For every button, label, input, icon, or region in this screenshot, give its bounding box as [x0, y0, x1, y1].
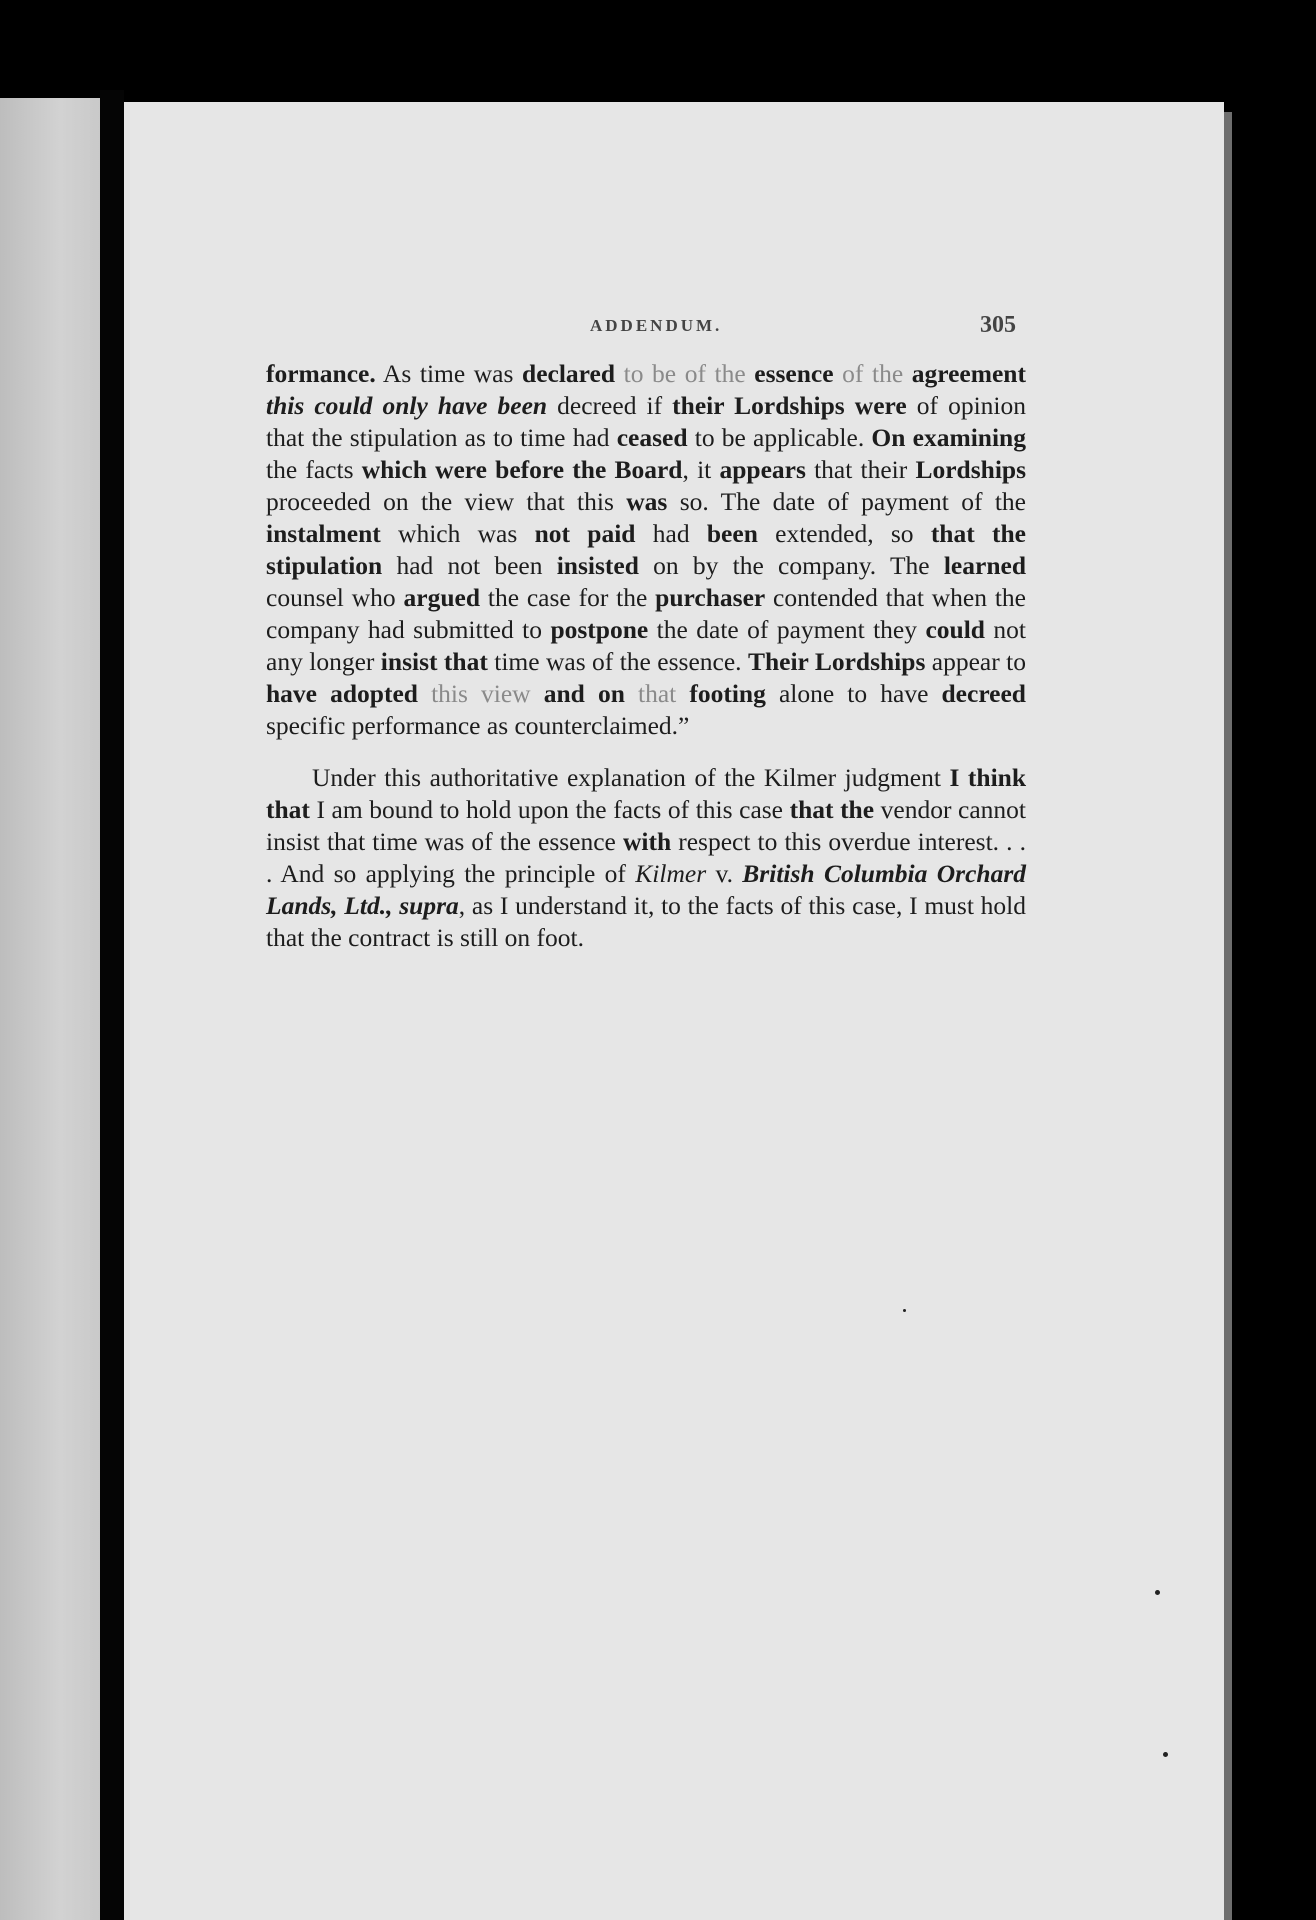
book-gutter: [100, 90, 124, 1920]
text-run: decreed if: [547, 391, 673, 420]
text-run: formance.: [266, 359, 376, 388]
text-run: purchaser: [655, 583, 766, 612]
text-run: have adopted: [266, 679, 418, 708]
text-run: Lordships: [915, 455, 1027, 484]
text-run: v.: [706, 859, 743, 888]
text-run: instalment: [266, 519, 381, 548]
body-text: [266, 358, 1026, 954]
text-run: the date of payment they: [648, 615, 926, 644]
paper-speck: [1155, 1590, 1160, 1595]
text-run: insist that: [380, 647, 488, 676]
text-run: not paid: [534, 519, 636, 548]
text-run: could: [925, 615, 985, 644]
text-run: essence: [754, 359, 834, 388]
text-run: decreed: [941, 679, 1026, 708]
text-run: that their: [805, 455, 916, 484]
text-run: of opinion that the stipulation as to time had: [266, 391, 1026, 452]
text-run: , as I understand it, to the facts of this case, I must hold that the contract is still on foot.: [266, 891, 1027, 952]
text-run: agreement: [911, 359, 1026, 388]
text-run: postpone: [550, 615, 649, 644]
text-run: ceased: [616, 423, 688, 452]
text-run: specific performance as counterclaimed.”: [266, 711, 690, 740]
text-run: and on: [543, 679, 625, 708]
text-run: on by the company. The: [638, 551, 944, 580]
text-run: On examining: [871, 423, 1026, 452]
text-run: I think that: [266, 763, 1027, 824]
text-run: Their Lordships: [747, 647, 926, 676]
text-run: the facts: [266, 455, 362, 484]
text-run: that the stipulation: [266, 519, 1026, 580]
paragraph-conclusion: [266, 762, 1026, 954]
text-run: proceeded on the view that this: [266, 487, 627, 516]
text-run-italic: this could only have been: [266, 391, 548, 420]
case-name-italic: Kilmer: [635, 859, 707, 888]
page-number: 305: [980, 312, 1016, 338]
text-run: that: [624, 679, 690, 708]
text-run: been: [706, 519, 758, 548]
paper-speck: [1163, 1752, 1168, 1757]
text-run: contended that when the company had submitted to: [266, 583, 1027, 644]
text-run: to be applicable.: [687, 423, 872, 452]
text-run: respect to this overdue interest. . . . And so applying the principle of: [266, 827, 1026, 888]
text-run: which were before the Board: [361, 455, 683, 484]
text-run: had: [635, 519, 707, 548]
paper-speck: [903, 1309, 906, 1312]
text-run: appears: [719, 455, 806, 484]
text-run: of the: [833, 359, 912, 388]
text-run: I am bound to hold upon the facts of this case: [309, 795, 790, 824]
text-run: extended, so: [757, 519, 931, 548]
text-run: which was: [380, 519, 535, 548]
text-run: to be of the: [615, 359, 755, 388]
paragraph-quotation: [266, 358, 1026, 742]
previous-page-edge: [0, 98, 100, 1920]
text-run: with: [622, 827, 672, 856]
text-run: time was of the essence.: [487, 647, 748, 676]
text-run: counsel who: [266, 583, 404, 612]
text-run: As time was: [375, 359, 523, 388]
text-run: appear to: [925, 647, 1026, 676]
text-run: , it: [682, 455, 720, 484]
case-name-italic: British Columbia Orchard Lands, Ltd., supra: [266, 859, 1026, 920]
text-run: had not been: [382, 551, 557, 580]
text-run: Under this authoritative explanation of the Kilmer judgment: [312, 763, 950, 792]
text-run: so. The date of payment of the: [667, 487, 1026, 516]
text-run: their Lordships were: [672, 391, 907, 420]
text-run: argued: [403, 583, 481, 612]
text-run: footing: [689, 679, 766, 708]
page-shadow-edge: [1224, 112, 1232, 1920]
text-run: alone to have: [765, 679, 942, 708]
text-run: vendor cannot insist that time was of the essence: [266, 795, 1026, 856]
running-title: ADDENDUM.: [590, 316, 723, 335]
text-run: the case for the: [480, 583, 656, 612]
text-run: that the: [789, 795, 875, 824]
text-run: insisted: [556, 551, 639, 580]
text-run: was: [626, 487, 668, 516]
text-run: declared: [522, 359, 616, 388]
text-run: this view: [417, 679, 544, 708]
text-run: learned: [943, 551, 1026, 580]
text-run: not any longer: [266, 615, 1026, 676]
page-header: [590, 312, 1016, 346]
